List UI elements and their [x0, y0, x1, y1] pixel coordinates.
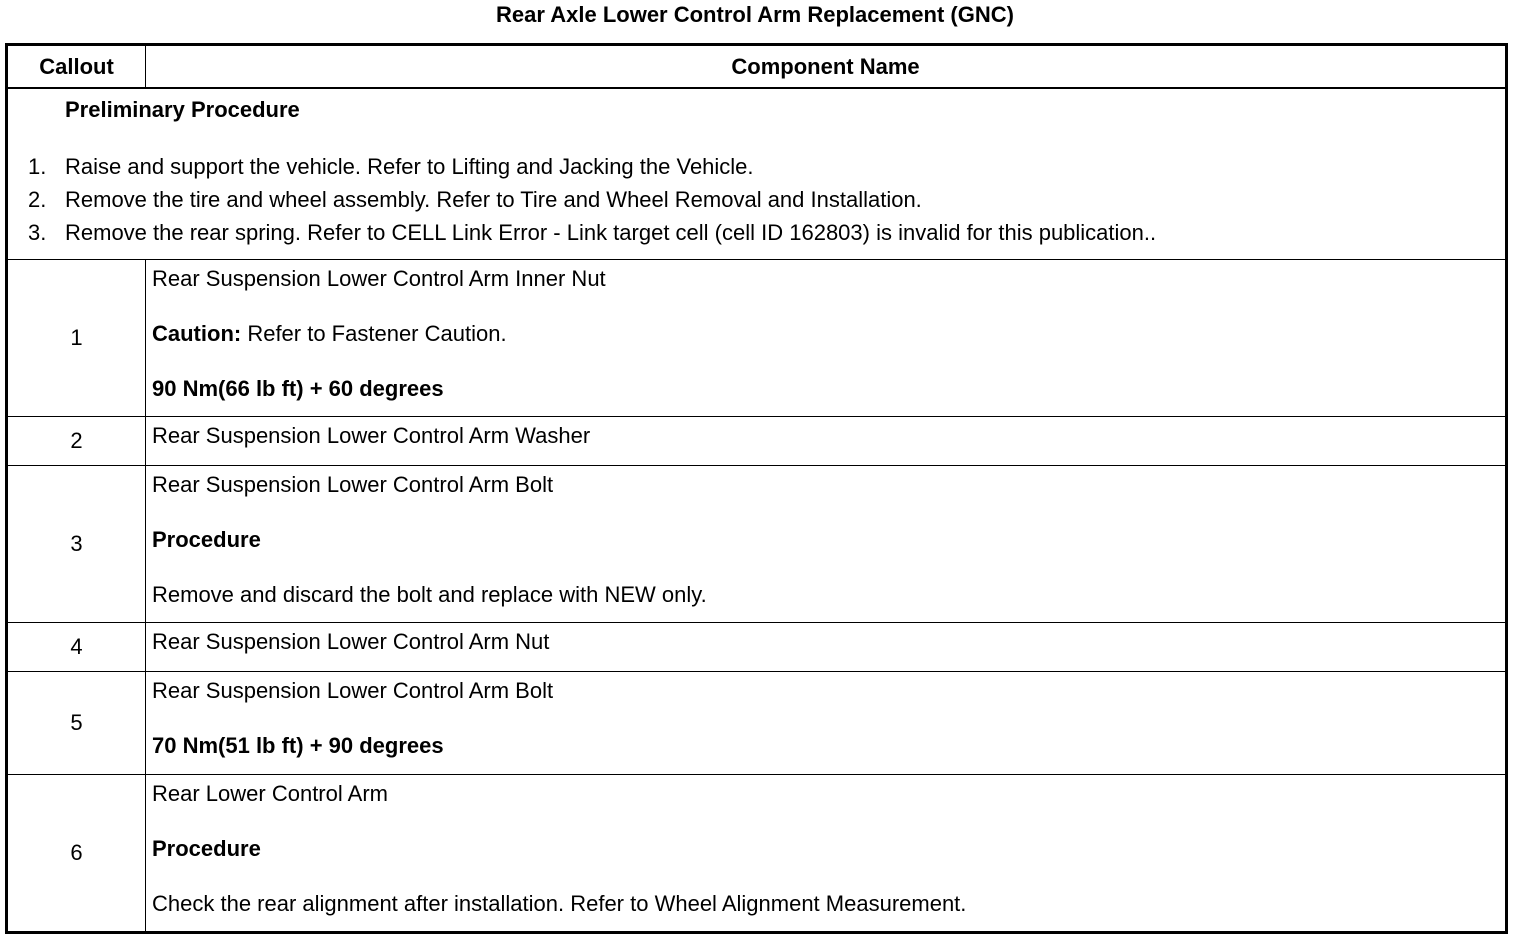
component-name: Rear Lower Control Arm	[152, 781, 388, 806]
step-number: 1.	[28, 154, 47, 179]
callout-cell: 1	[7, 260, 146, 417]
torque-spec: 90 Nm(66 lb ft) + 60 degrees	[152, 376, 444, 401]
component-name: Rear Suspension Lower Control Arm Washer	[152, 423, 591, 448]
component-cell	[146, 417, 1507, 466]
callout-cell: 2	[7, 417, 146, 466]
component-cell	[146, 672, 1507, 775]
component-name: Rear Suspension Lower Control Arm Inner Nut	[152, 266, 606, 291]
callout-cell: 6	[7, 775, 146, 933]
step-text: Remove the rear spring. Refer to CELL Link Error - Link target cell (cell ID 162803) is invalid for this publication..	[65, 220, 1157, 245]
header-component-name: Component Name	[146, 45, 1507, 89]
preliminary-procedure-cell	[7, 88, 1507, 260]
component-name: Rear Suspension Lower Control Arm Bolt	[152, 678, 554, 703]
torque-spec: 70 Nm(51 lb ft) + 90 degrees	[152, 733, 444, 758]
component-cell	[146, 466, 1507, 623]
procedure-label: Procedure	[152, 836, 261, 861]
table-row	[7, 260, 1507, 417]
component-table	[5, 43, 1508, 934]
step-text: Raise and support the vehicle. Refer to Lifting and Jacking the Vehicle.	[65, 154, 754, 179]
component-cell	[146, 260, 1507, 417]
caution-label: Caution:	[152, 321, 242, 346]
component-name: Rear Suspension Lower Control Arm Nut	[152, 629, 550, 654]
preliminary-step	[28, 150, 1497, 183]
preliminary-step	[28, 183, 1497, 216]
table-header-row	[7, 45, 1507, 89]
caution-text: Refer to Fastener Caution.	[241, 321, 507, 346]
table-row	[7, 672, 1507, 775]
procedure-text: Check the rear alignment after installation. Refer to Wheel Alignment Measurement.	[152, 891, 967, 916]
table-row	[7, 466, 1507, 623]
header-callout: Callout	[7, 45, 146, 89]
table-row	[7, 623, 1507, 672]
step-number: 3.	[28, 220, 47, 245]
step-number: 2.	[28, 187, 47, 212]
page-title: Rear Axle Lower Control Arm Replacement (GNC)	[496, 2, 1014, 27]
procedure-text: Remove and discard the bolt and replace with NEW only.	[152, 582, 707, 607]
callout-cell: 5	[7, 672, 146, 775]
preliminary-step	[28, 216, 1497, 249]
table-row	[7, 417, 1507, 466]
preliminary-procedure-row	[7, 88, 1507, 260]
component-name: Rear Suspension Lower Control Arm Bolt	[152, 472, 554, 497]
caution-note	[152, 319, 1499, 349]
component-cell	[146, 623, 1507, 672]
procedure-label: Procedure	[152, 527, 261, 552]
component-cell	[146, 775, 1507, 933]
callout-cell: 3	[7, 466, 146, 623]
callout-cell: 4	[7, 623, 146, 672]
preliminary-procedure-heading: Preliminary Procedure	[65, 97, 300, 122]
step-text: Remove the tire and wheel assembly. Refer to Tire and Wheel Removal and Installation.	[65, 187, 922, 212]
table-row	[7, 775, 1507, 933]
